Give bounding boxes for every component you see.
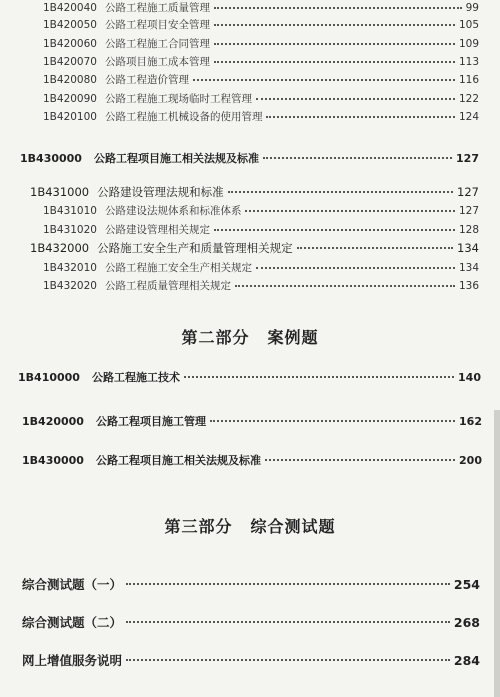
toc-section-entry[interactable]: [30, 184, 479, 200]
leader-dots: [266, 116, 454, 118]
toc-title: 公路工程施工技术: [91, 371, 180, 384]
toc-page-number: 200: [459, 454, 482, 467]
toc-code: 1B431010: [43, 205, 97, 217]
leader-dots: [126, 621, 450, 623]
toc-title: 公路工程项目施工相关法规及标准: [93, 152, 259, 165]
toc-code: 1B431000: [30, 185, 90, 199]
toc-page-number: 162: [459, 415, 482, 428]
toc-title: 公路项目施工成本管理: [104, 56, 210, 68]
toc-code: 1B420100: [43, 111, 97, 123]
toc-title: 综合测试题（一）: [22, 577, 123, 592]
toc-title: 公路建设管理相关规定: [104, 224, 210, 236]
leader-dots: [245, 210, 454, 212]
toc-page-number: 109: [458, 38, 479, 50]
toc-code: 1B420050: [43, 19, 97, 31]
toc-title: 网上增值服务说明: [22, 653, 123, 668]
toc-code: 1B432020: [43, 280, 97, 292]
toc-title: 公路工程项目安全管理: [104, 19, 210, 31]
toc-title: 公路工程质量管理相关规定: [104, 280, 231, 292]
part-name: 案例题: [267, 328, 319, 347]
toc-title: 公路工程造价管理: [104, 74, 189, 86]
toc-page-number: 99: [465, 2, 479, 14]
toc-code: 1B432010: [43, 262, 97, 274]
leader-dots: [235, 285, 455, 287]
toc-entry[interactable]: [43, 17, 479, 32]
part-heading: [0, 514, 500, 537]
toc-page-number: 122: [458, 93, 479, 105]
leader-dots: [297, 247, 453, 249]
toc-title: 公路工程项目施工相关法规及标准: [95, 454, 261, 467]
leader-dots: [214, 61, 455, 63]
toc-title: 公路工程施工合同管理: [104, 38, 210, 50]
toc-entry[interactable]: [43, 260, 479, 275]
part-name: 综合测试题: [250, 517, 336, 536]
toc-section-entry[interactable]: [30, 240, 479, 256]
toc-code: 1B420090: [43, 93, 97, 105]
leader-dots: [214, 24, 455, 26]
toc-code: 1B420040: [43, 2, 97, 14]
leader-dots: [214, 7, 462, 9]
toc-code: 1B431020: [43, 224, 97, 236]
part-number: 第三部分: [164, 517, 233, 536]
toc-chapter-entry[interactable]: [20, 150, 479, 166]
toc-entry[interactable]: [43, 54, 479, 69]
toc-entry[interactable]: [43, 72, 479, 87]
toc-page-number: 254: [453, 577, 480, 592]
toc-chapter-entry[interactable]: [22, 413, 482, 429]
toc-code: 1B430000: [22, 454, 84, 467]
part-number: 第二部分: [181, 328, 250, 347]
toc-page-number: 136: [458, 280, 479, 292]
leader-dots: [214, 229, 455, 231]
toc-title: 公路建设管理法规和标准: [97, 185, 224, 199]
toc-page-number: 127: [458, 205, 479, 217]
toc-title: 公路施工安全生产和质量管理相关规定: [97, 241, 293, 255]
toc-title: 综合测试题（二）: [22, 615, 123, 630]
toc-entry[interactable]: [43, 91, 479, 106]
toc-code: 1B432000: [30, 241, 90, 255]
page-edge-shadow: [494, 410, 500, 697]
toc-title: 公路工程项目施工管理: [95, 415, 206, 428]
leader-dots: [193, 79, 455, 81]
toc-title: 公路工程施工质量管理: [104, 2, 210, 14]
toc-page-number: 134: [457, 241, 479, 255]
toc-page-number: 124: [458, 111, 479, 123]
leader-dots: [265, 459, 455, 461]
toc-title: 公路建设法规体系和标准体系: [104, 205, 242, 217]
toc-entry[interactable]: [22, 651, 480, 669]
leader-dots: [256, 98, 455, 100]
toc-page-number: 134: [458, 262, 479, 274]
toc-page-number: 140: [458, 371, 481, 384]
toc-page-number: 284: [453, 653, 480, 668]
toc-page-number: 127: [456, 152, 479, 165]
leader-dots: [228, 191, 453, 193]
toc-code: 1B420060: [43, 38, 97, 50]
leader-dots: [126, 583, 450, 585]
toc-page-number: 127: [457, 185, 479, 199]
toc-entry[interactable]: [22, 575, 480, 593]
toc-entry[interactable]: [43, 203, 479, 218]
toc-page-number: 128: [458, 224, 479, 236]
toc-page-number: 116: [458, 74, 479, 86]
toc-code: 1B420070: [43, 56, 97, 68]
part-heading: [0, 325, 500, 348]
leader-dots: [210, 420, 455, 422]
toc-code: 1B410000: [18, 371, 80, 384]
toc-page-number: 113: [458, 56, 479, 68]
leader-dots: [214, 43, 455, 45]
toc-entry[interactable]: [43, 0, 479, 15]
leader-dots: [184, 376, 454, 378]
toc-entry[interactable]: [43, 36, 479, 51]
leader-dots: [126, 659, 450, 661]
toc-entry[interactable]: [43, 278, 479, 293]
toc-code: 1B420080: [43, 74, 97, 86]
toc-title: 公路工程施工机械设备的使用管理: [104, 111, 263, 123]
toc-entry[interactable]: [22, 613, 480, 631]
toc-page-number: 105: [458, 19, 479, 31]
toc-page-number: 268: [453, 615, 480, 630]
toc-title: 公路工程施工现场临时工程管理: [104, 93, 252, 105]
toc-code: 1B420000: [22, 415, 84, 428]
leader-dots: [256, 267, 455, 269]
toc-code: 1B430000: [20, 152, 82, 165]
toc-entry[interactable]: [43, 109, 479, 124]
toc-chapter-entry[interactable]: [22, 452, 482, 468]
toc-chapter-entry[interactable]: [18, 369, 481, 385]
leader-dots: [263, 157, 452, 159]
toc-title: 公路工程施工安全生产相关规定: [104, 262, 252, 274]
toc-entry[interactable]: [43, 222, 479, 237]
